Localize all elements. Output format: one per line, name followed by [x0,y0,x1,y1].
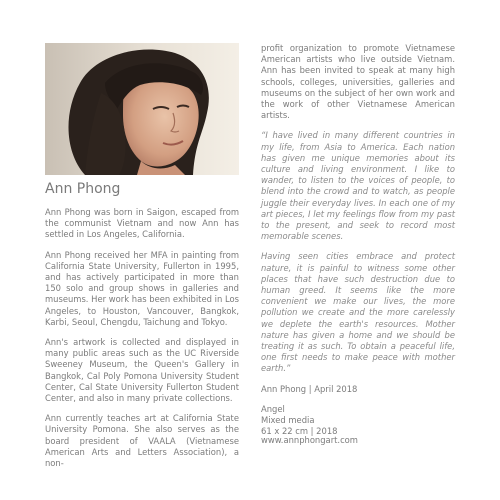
bio-paragraph-4: Ann currently teaches art at California State University Pomona. She also serves as the board president of VAALA (Vietnamese American Arts and Letters Association), a non- [45,413,239,469]
bio-paragraph-2: Ann Phong received her MFA in painting from California State University, Fullerton in 1995, and has actively participated in more than 150 solo and group shows in galleries and museums. Her work has been exhibited in Los Angeles, to Houston, Vancouver, Bangkok, Karbi, Seoul, Chengdu, Taichung and Tokyo. [45,249,239,327]
artwork-title: Angel [261,403,285,414]
artist-quote-1: “I have lived in many different countries in my life, from Asia to America. Each nation has given me unique memories about its culture and living environment. I like to wander, to listen to the voices of people, to blend into the crowd and to watch, as people juggle their everyday lives. In each one of my art pieces, I let my feelings flow from my past to the present, and seek to record most memorable scenes. [261,130,455,242]
artwork-dimensions: 61 x 22 cm | 2018 [261,426,338,437]
artist-portrait [45,43,239,175]
bio-paragraph-3: Ann's artwork is collected and displayed in many public areas such as the UC Riverside Sweeney Museum, the Queen's Gallery in Bangkok, Cal Poly Pomona University Student Center, Cal State University Fullerton Student Center, and also in many private collections. [45,337,239,404]
artist-name: Ann Phong [45,181,121,197]
left-column [45,180,239,478]
artwork-details [261,404,455,438]
quote-signature: Ann Phong | April 2018 [261,383,358,394]
artwork-medium: Mixed media [261,415,315,426]
right-column [261,43,455,447]
bio-paragraph-1: Ann Phong was born in Saigon, escaped from the communist Vietnam and now Ann has settled in Los Angeles, California. [45,207,239,240]
bio-paragraph-4-continued: profit organization to promote Vietnamese American artists who live outside Vietnam. Ann has been invited to speak at many high schools, colleges, universities, galleries and museums on the subject of her own work and the work of other Vietnamese American artists. [261,43,455,121]
website-link[interactable]: www.annphongart.com [261,435,358,445]
artist-quote-2: Having seen cities embrace and protect nature, it is painful to witness some other places that have such destruction due to human greed. It seems like the more convenient we make our lives, the more pollution we create and the more carelessly we deplete the earth's resources. Mother nature has given a home and we should be treating it as such. To obtain a peaceful life, one first needs to make peace with mother earth.” [261,251,455,374]
